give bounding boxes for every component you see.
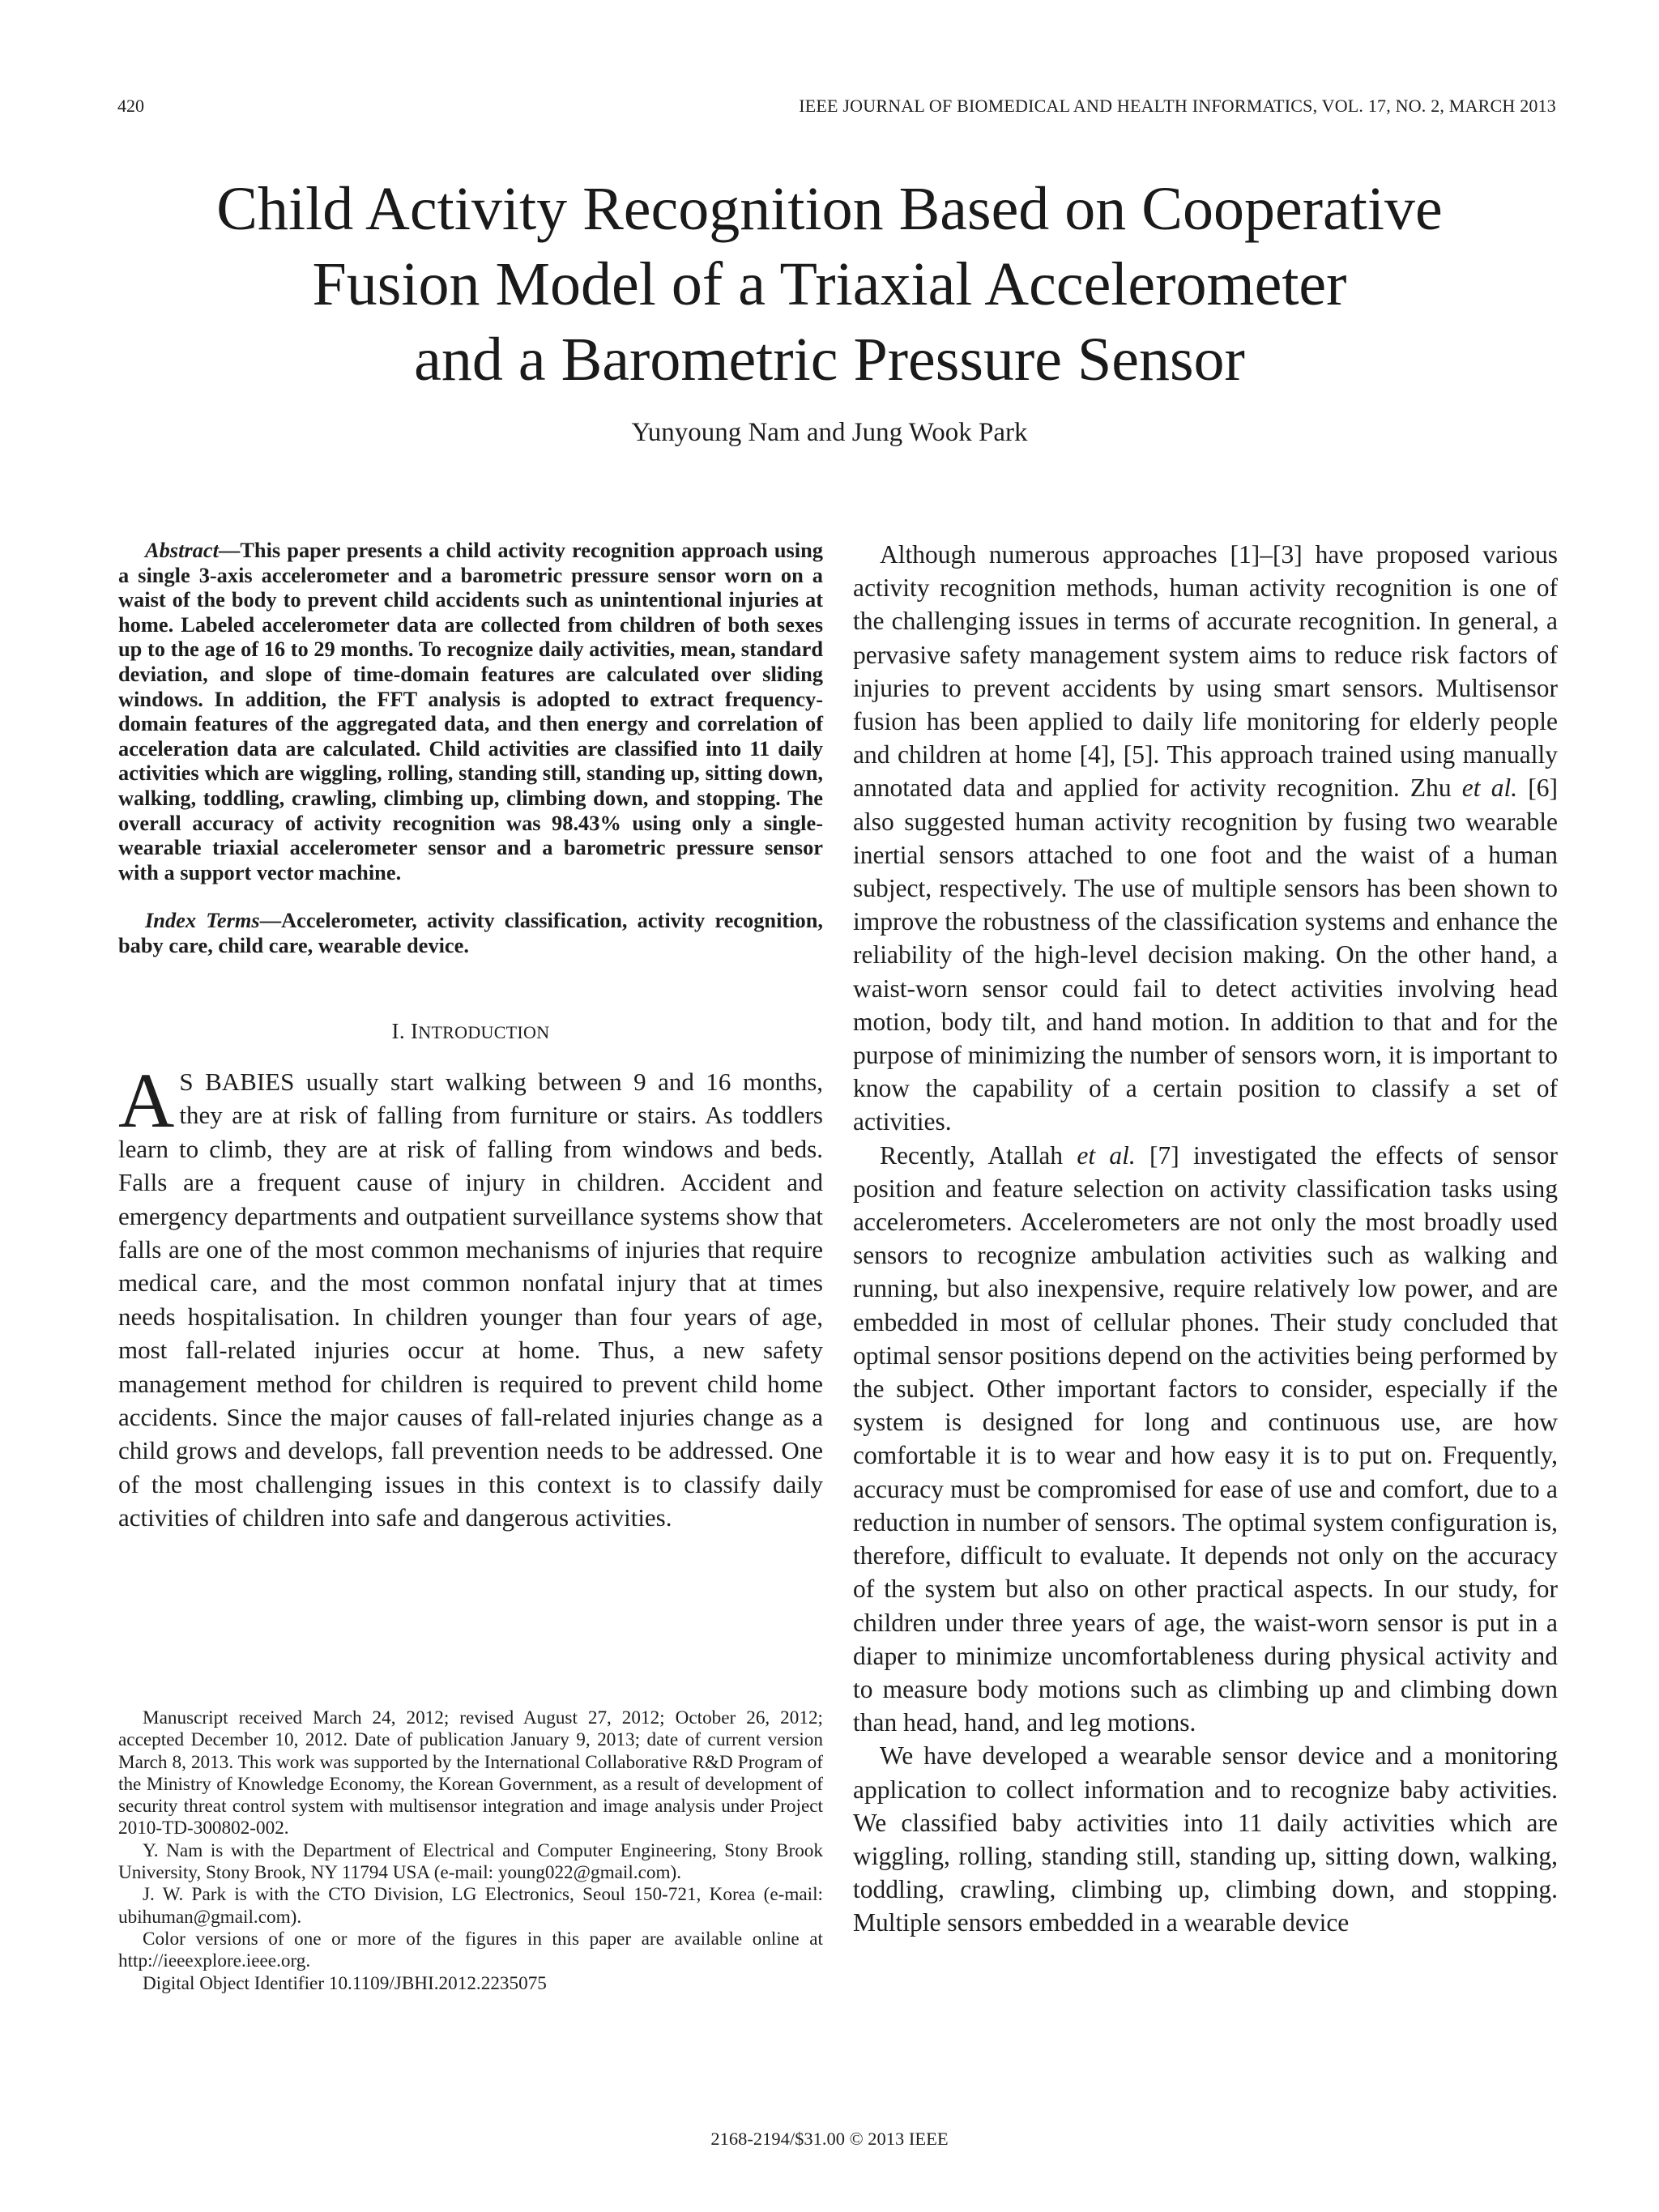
et-al: et al. — [1077, 1140, 1136, 1170]
title-line-3: and a Barometric Pressure Sensor — [414, 326, 1245, 394]
paper-title — [122, 172, 1537, 398]
section-initial: I — [410, 1018, 419, 1043]
section-title-rest: NTRODUCTION — [418, 1021, 550, 1042]
section-heading-introduction — [118, 1015, 823, 1049]
title-line-2: Fusion Model of a Triaxial Accelerometer — [312, 250, 1347, 318]
intro-paragraph-3b: [7] investigated the effects of sensor position and feature selection on activity classification tasks using accelerometers. Accelerometers are not only the most broadly used sensors to recognize ambulation activities such as walking and running, but also inexpensive, require relatively low power, and are embedded in most of cellular phones. Their study concluded that optimal sensor positions depend on the activities being performed by the subject. Other important factors to consider, especially if the system is designed for long and continuous use, are how comfortable it is to wear and how easy it is to put on. Frequently, accuracy must be compromised for ease of use and comfort, due to a reduction in number of sensors. The optimal system configuration is, therefore, difficult to evaluate. It depends not only on the accuracy of the system but also on other practical aspects. In our study, for children under three years of age, the waist-worn sensor is put in a diaper to minimize uncomfortableness during physical activity and to measure body motions such as climbing up and climbing down than head, hand, and leg motions. — [853, 1140, 1558, 1737]
footnote-author-park: J. W. Park is with the CTO Division, LG Electronics, Seoul 150-721, Korea (e-mail: ubihuman@gmail.com). — [118, 1884, 823, 1928]
right-column — [853, 538, 1558, 1940]
footnote-author-nam: Y. Nam is with the Department of Electrical and Computer Engineering, Stony Brook University, Stony Brook, NY 11794 USA (e-mail: young022@gmail.com). — [118, 1839, 823, 1884]
intro-paragraph-1-text: usually start walking between 9 and 16 months, they are at risk of falling from furniture or stairs. As toddlers learn to climb, they are at risk of falling from windows and beds. Falls are a frequent cause of injury in children. Accident and emergency departments and outpatient surveillance systems show that falls are one of the most common mechanisms of injuries that require medical care, and the most common nonfatal injury that at times needs hospitalisation. In children younger than four years of age, most fall-related injuries occur at home. Thus, a new safety management method for children is required to prevent child home accidents. Since the major causes of fall-related injuries change as a child grows and develops, fall prevention needs to be addressed. One of the most challenging issues in this context is to classify daily activities of children into safe and dangerous activities. — [118, 1067, 824, 1532]
left-column — [118, 538, 823, 1535]
intro-paragraph-1 — [118, 1056, 824, 1535]
copyright-footer: 2168-2194/$31.00 © 2013 IEEE — [710, 2129, 949, 2149]
journal-header: IEEE JOURNAL OF BIOMEDICAL AND HEALTH INFORMATICS, VOL. 17, NO. 2, MARCH 2013 — [799, 96, 1556, 116]
index-terms — [118, 908, 823, 957]
footnote-color-versions: Color versions of one or more of the figures in this paper are available online at http://ieeexplore.ieee.org. — [118, 1928, 823, 1972]
intro-paragraph-3a: Recently, Atallah — [880, 1140, 1077, 1170]
page-number: 420 — [117, 96, 144, 116]
abstract-label: Abstract — [145, 538, 219, 562]
abstract-dash: — — [218, 538, 241, 562]
abstract — [118, 538, 823, 884]
intro-paragraph-4: We have developed a wearable sensor device and a monitoring application to collect information and to recognize baby activities. We classified baby activities into 11 daily activities which are wiggling, rolling, standing still, standing up, sitting down, walking, toddling, crawling, climbing up, climbing down, and stopping. Multiple sensors embedded in a wearable device — [853, 1741, 1558, 1937]
footnote-manuscript: Manuscript received March 24, 2012; revised August 27, 2012; October 26, 2012; accepted December 10, 2012. Date of publication January 9, 2013; date of current version March 8, 2013. This work was supported by the International Collaborative R&D Program of the Ministry of Knowledge Economy, the Korean Government, as a result of development of security threat control system with multisensor integration and image analysis under Project 2010-TD-300802-002. — [118, 1707, 823, 1839]
drop-cap: A — [118, 1056, 175, 1144]
abstract-text: This paper presents a child activity recognition approach using a single 3-axis accelerometer and a barometric pressure sensor worn on a waist of the body to prevent child accidents such as unintentional injuries at home. Labeled accelerometer data are collected from children of both sexes up to the age of 16 to 29 months. To recognize daily activities, mean, standard deviation, and slope of time-domain features are calculated over sliding windows. In addition, the FFT analysis is adopted to extract frequency-domain features of the aggregated data, and then energy and correlation of acceleration data are calculated. Child activities are classified into 11 daily activities which are wiggling, rolling, standing still, standing up, sitting down, walking, toddling, crawling, climbing up, climbing down, and stopping. The overall accuracy of activity recognition was 98.43% using only a single-wearable triaxial accelerometer sensor and a barometric pressure sensor with a support vector machine. — [118, 538, 823, 884]
footnote-doi: Digital Object Identifier 10.1109/JBHI.2012.2235075 — [143, 1972, 547, 1994]
intro-first-word: S BABIES — [179, 1067, 295, 1096]
title-line-1: Child Activity Recognition Based on Cooperative — [216, 175, 1443, 243]
intro-paragraph-3 — [853, 1139, 1558, 1740]
index-terms-text: Accelerometer, activity classification, activity recognition, baby care, child care, wearable device. — [118, 908, 823, 957]
index-terms-label: Index Terms — [145, 908, 260, 933]
authors: Yunyoung Nam and Jung Wook Park — [631, 418, 1028, 447]
footnotes — [118, 1707, 823, 1995]
intro-paragraph-2b: [6] also suggested human activity recognition by fusing two wearable inertial sensors attached to one foot and the waist of a human subject, respectively. The use of multiple sensors has been shown to improve the robustness of the classification systems and enhance the reliability of the high-level decision making. On the other hand, a waist-worn sensor could fail to detect activities involving head motion, body tilt, and hand motion. In addition to that and for the purpose of minimizing the number of sensors worn, it is important to know the capability of a certain position to classify a set of activities. — [853, 774, 1558, 1136]
et-al: et al. — [1461, 774, 1518, 803]
section-number: I. — [391, 1018, 411, 1043]
intro-paragraph-2 — [853, 538, 1558, 1139]
index-terms-dash: — — [259, 908, 282, 933]
intro-paragraph-2a: Although numerous approaches [1]–[3] have proposed various activity recognition methods, human activity recognition is one of the challenging issues in terms of accurate recognition. In general, a pervasive safety management system aims to reduce risk factors of injuries to prevent accidents by using smart sensors. Multisensor fusion has been applied to daily life monitoring for elderly people and children at home [4], [5]. This approach trained using manually annotated data and applied for activity recognition. Zhu — [853, 540, 1558, 803]
